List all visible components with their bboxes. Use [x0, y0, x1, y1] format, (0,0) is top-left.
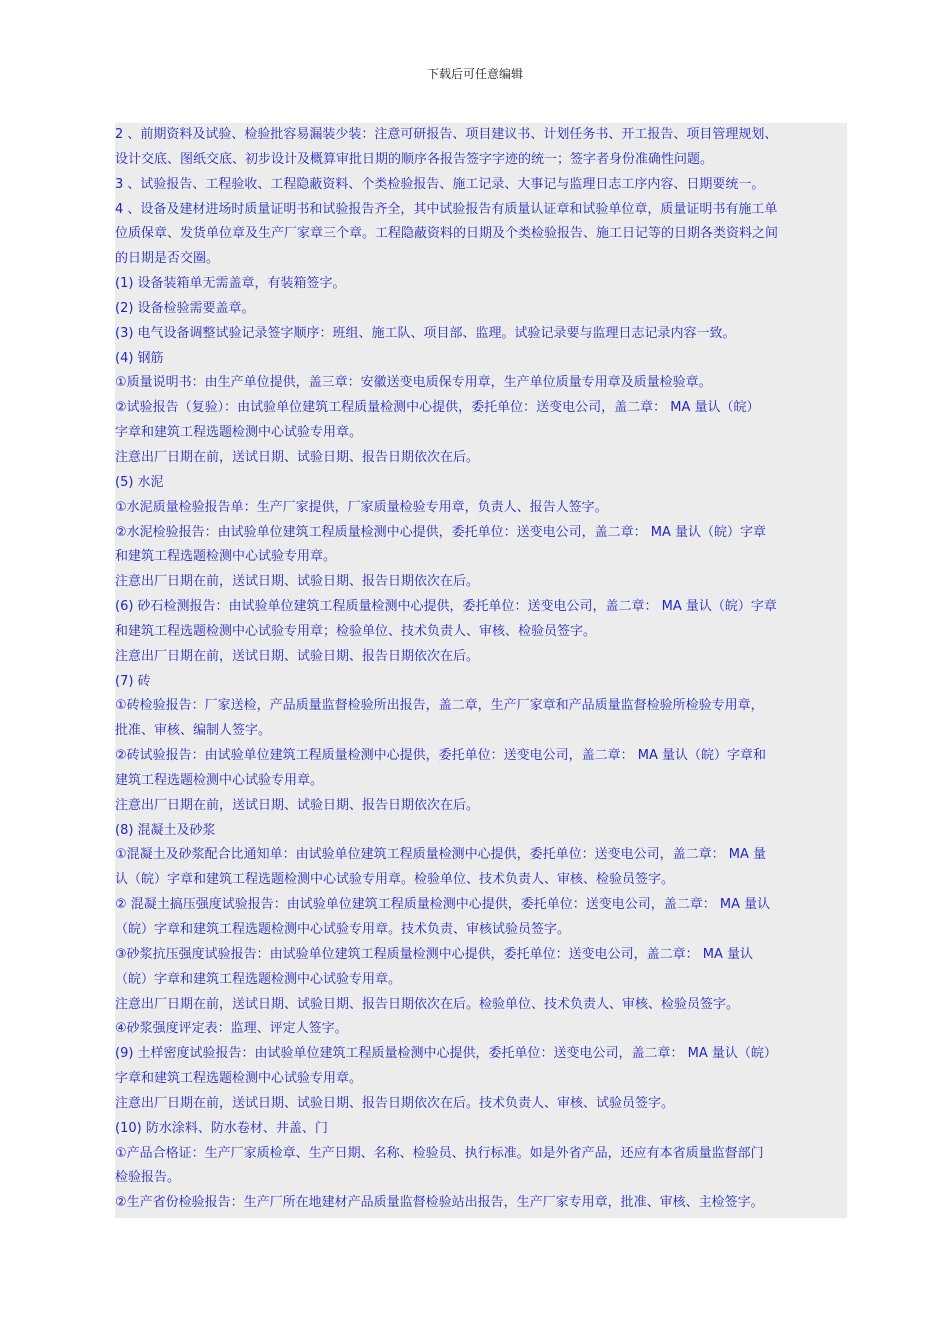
text-line: ①砖检验报告：厂家送检，产品质量监督检验所出报告，盖二章，生产厂家章和产品质量监督检验所检验专用章， [115, 698, 764, 714]
text-line: (7) 砖 [115, 673, 151, 689]
text-line: ①混凝土及砂浆配合比通知单：由试验单位建筑工程质量检测中心提供，委托单位：送变电公司，盖二章： MA 量 [115, 847, 767, 863]
text-line: 设计交底、图纸交底、初步设计及概算审批日期的顺序各报告签字字迹的统一；签字者身份准确性问题。 [115, 151, 714, 167]
text-line: 注意出厂日期在前，送试日期、试验日期、报告日期依次在后。 [115, 797, 480, 813]
text-line: 认（皖）字章和建筑工程选题检测中心试验专用章。检验单位、技术负责人、审核、检验员签字。 [115, 872, 675, 888]
text-line: 字章和建筑工程选题检测中心试验专用章。 [115, 1071, 363, 1087]
text-line: （皖）字章和建筑工程选题检测中心试验专用章。技术负责、审核试验员签字。 [115, 922, 571, 937]
text-line: 建筑工程选题检测中心试验专用章。 [115, 772, 324, 788]
text-line: 批准、审核、编制人签字。 [115, 723, 272, 739]
text-line: 注意出厂日期在前，送试日期、试验日期、报告日期依次在后。 [115, 449, 480, 465]
text-line: 和建筑工程选题检测中心试验专用章；检验单位、技术负责人、审核、检验员签字。 [115, 623, 597, 639]
document-body [115, 123, 847, 1218]
text-line: (2) 设备检验需要盖章。 [115, 300, 255, 316]
text-line: 注意出厂日期在前，送试日期、试验日期、报告日期依次在后。 [115, 648, 480, 664]
text-line: ②试验报告（复验）：由试验单位建筑工程质量检测中心提供，委托单位：送变电公司，盖二章： MA 量认（皖） [115, 400, 760, 416]
text-line: 2 、前期资料及试验、检验批容易漏装少装：注意可研报告、项目建议书、计划任务书、开工报告、项目管理规划、 [115, 127, 778, 142]
text-line: 和建筑工程选题检测中心试验专用章。 [115, 549, 337, 565]
text-line: 注意出厂日期在前，送试日期、试验日期、报告日期依次在后。 [115, 574, 480, 590]
text-line: 注意出厂日期在前，送试日期、试验日期、报告日期依次在后。技术负责人、审核、试验员签字。 [115, 1095, 675, 1111]
text-line: 3 、试验报告、工程验收、工程隐蔽资料、个类检验报告、施工记录、大事记与监理日志工序内容、日期要统一。 [115, 176, 765, 192]
text-line: (3) 电气设备调整试验记录签字顺序：班组、施工队、项目部、监理。试验记录要与监理日志记录内容一致。 [115, 325, 736, 341]
text-line: 注意出厂日期在前，送试日期、试验日期、报告日期依次在后。检验单位、技术负责人、审核、检验员签字。 [115, 996, 740, 1012]
text-line: ①产品合格证：生产厂家质检章、生产日期、名称、检验员、执行标准。如是外省产品，还应有本省质量监督部门 [115, 1145, 764, 1161]
text-line: (8) 混凝土及砂浆 [115, 822, 216, 838]
text-line: (4) 钢筋 [115, 350, 164, 366]
text-line: 的日期是否交圈。 [115, 251, 220, 267]
text-line: (1) 设备装箱单无需盖章，有装箱签字。 [115, 276, 346, 292]
text-line: ①质量说明书：由生产单位提供，盖三章：安徽送变电质保专用章，生产单位质量专用章及质量检验章。 [115, 375, 712, 391]
text-line: 字章和建筑工程选题检测中心试验专用章。 [115, 425, 363, 441]
text-line: ②水泥检验报告：由试验单位建筑工程质量检测中心提供，委托单位：送变电公司，盖二章： MA 量认（皖）字章 [115, 524, 767, 540]
text-line: 4 、设备及建材进场时质量证明书和试验报告齐全，其中试验报告有质量认证章和试验单位章，质量证明书有施工单 [115, 201, 778, 217]
text-line: ② 混凝土搞压强度试验报告：由试验单位建筑工程质量检测中心提供，委托单位：送变电公司，盖二章： MA 量认 [115, 897, 771, 913]
text-line: (5) 水泥 [115, 474, 164, 490]
text-line: ②生产省份检验报告：生产厂所在地建材产品质量监督检验站出报告，生产厂家专用章，批准、审核、主检签字。 [115, 1195, 764, 1211]
text-line: 检验报告。 [115, 1170, 181, 1186]
page-header: 下载后可任意编辑 [426, 67, 523, 81]
text-line: ②砖试验报告：由试验单位建筑工程质量检测中心提供，委托单位：送变电公司，盖二章： MA 量认（皖）字章和 [115, 748, 767, 764]
text-line: ④砂浆强度评定表：监理、评定人签字。 [115, 1021, 348, 1037]
text-line: （皖）字章和建筑工程选题检测中心试验专用章。 [115, 971, 402, 987]
text-line: (10) 防水涂料、防水卷材、井盖、门 [115, 1120, 328, 1136]
text-line: ①水泥质量检验报告单：生产厂家提供，厂家质量检验专用章，负责人、报告人签字。 [115, 499, 608, 515]
text-line: ③砂浆抗压强度试验报告：由试验单位建筑工程质量检测中心提供，委托单位：送变电公司，盖二章： MA 量认 [115, 946, 754, 962]
text-line: 位质保章、发货单位章及生产厂家章三个章。工程隐蔽资料的日期及个类检验报告、施工日记等的日期各类资料之间 [115, 226, 779, 242]
text-line: (9) 土样密度试验报告：由试验单位建筑工程质量检测中心提供，委托单位：送变电公司，盖二章： MA 量认（皖） [115, 1046, 777, 1062]
text-line: (6) 砂石检测报告：由试验单位建筑工程质量检测中心提供，委托单位：送变电公司，盖二章： MA 量认（皖）字章 [115, 599, 777, 615]
